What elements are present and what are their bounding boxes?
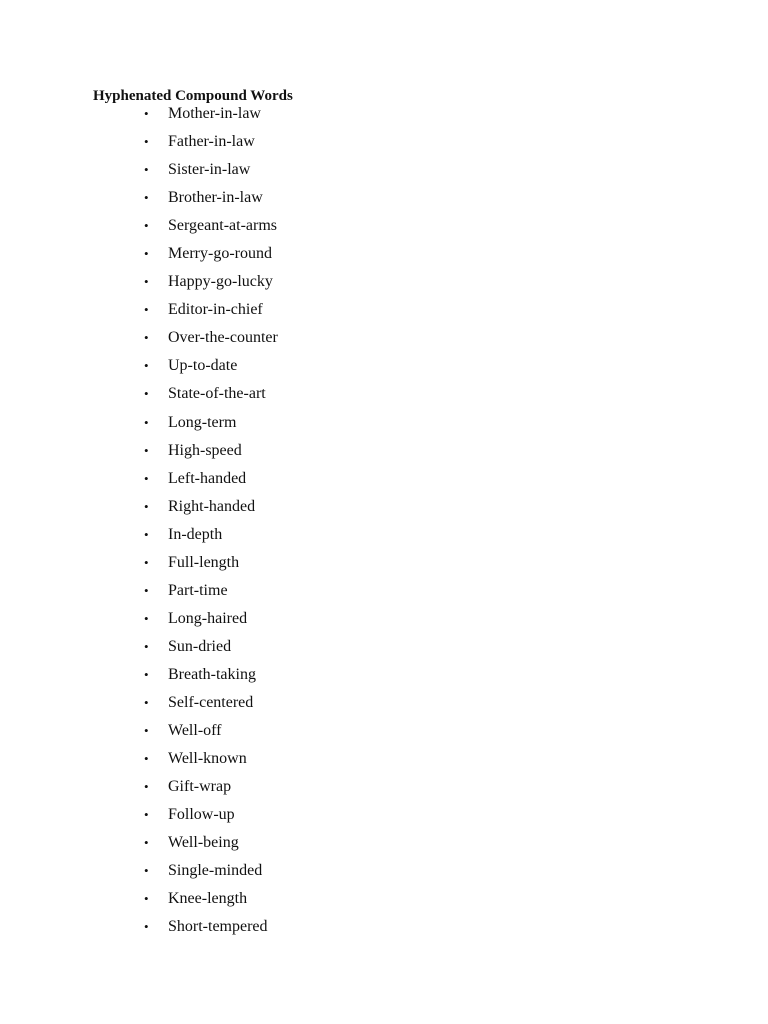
bullet-icon: • [144,470,149,486]
list-item-text: Right-handed [168,497,256,515]
bullet-icon: • [144,610,149,626]
list-item-text: State-of-the-art [168,385,266,403]
list-item-text: Left-handed [168,469,247,487]
list-item-text: Follow-up [168,806,235,824]
list-item-text: Self-centered [168,693,254,711]
list-item-text: Sergeant-at-arms [168,217,277,235]
list-item-text: Full-length [168,553,240,571]
list-item-text: High-speed [168,441,242,459]
bullet-icon: • [144,302,149,318]
bullet-icon: • [144,386,149,402]
list-item-text: Well-off [168,722,222,740]
list-item-text: Up-to-date [168,357,238,375]
document-title: Hyphenated Compound Words [93,88,293,104]
bullet-icon: • [144,666,149,682]
bullet-icon: • [144,554,149,570]
bullet-icon: • [144,162,149,178]
list-item-text: Father-in-law [168,133,255,151]
list-item-text: Happy-go-lucky [168,273,273,291]
list-item-text: Short-tempered [168,918,268,936]
list-item-text: In-depth [168,525,223,543]
bullet-icon: • [144,835,149,851]
bullet-icon: • [144,526,149,542]
list-item-text: Mother-in-law [168,105,261,122]
bullet-icon: • [144,919,149,935]
bullet-icon: • [144,134,149,150]
list-item-text: Gift-wrap [168,778,232,796]
list-item-text: Well-being [168,834,239,852]
list-item-text: Merry-go-round [168,245,272,263]
list-item-text: Brother-in-law [168,189,263,207]
bullet-icon: • [144,358,149,374]
bullet-icon: • [144,330,149,346]
list-item-text: Single-minded [168,862,263,880]
bullet-icon: • [144,218,149,234]
list-item-text: Breath-taking [168,665,256,683]
bullet-icon: • [144,274,149,290]
bullet-icon: • [144,694,149,710]
bullet-icon: • [144,246,149,262]
bullet-icon: • [144,863,149,879]
bullet-icon: • [144,638,149,654]
bullet-icon: • [144,442,149,458]
list-item-text: Long-term [168,413,237,431]
bullet-icon: • [144,807,149,823]
bullet-icon: • [144,891,149,907]
list-item-text: Knee-length [168,890,248,908]
list-item-text: Editor-in-chief [168,301,263,319]
list-item-text: Long-haired [168,609,248,627]
list-item-text: Well-known [168,750,247,768]
list-item-text: Sun-dried [168,637,232,655]
bullet-icon: • [144,498,149,514]
bullet-icon: • [144,723,149,739]
list-item-text: Part-time [168,581,228,599]
list-item-text: Sister-in-law [168,161,251,179]
bullet-icon: • [144,779,149,795]
list-item-text: Over-the-counter [168,329,278,347]
bullet-icon: • [144,190,149,206]
bullet-icon: • [144,751,149,767]
bullet-icon: • [144,582,149,598]
bullet-icon: • [144,106,149,121]
bullet-icon: • [144,414,149,430]
